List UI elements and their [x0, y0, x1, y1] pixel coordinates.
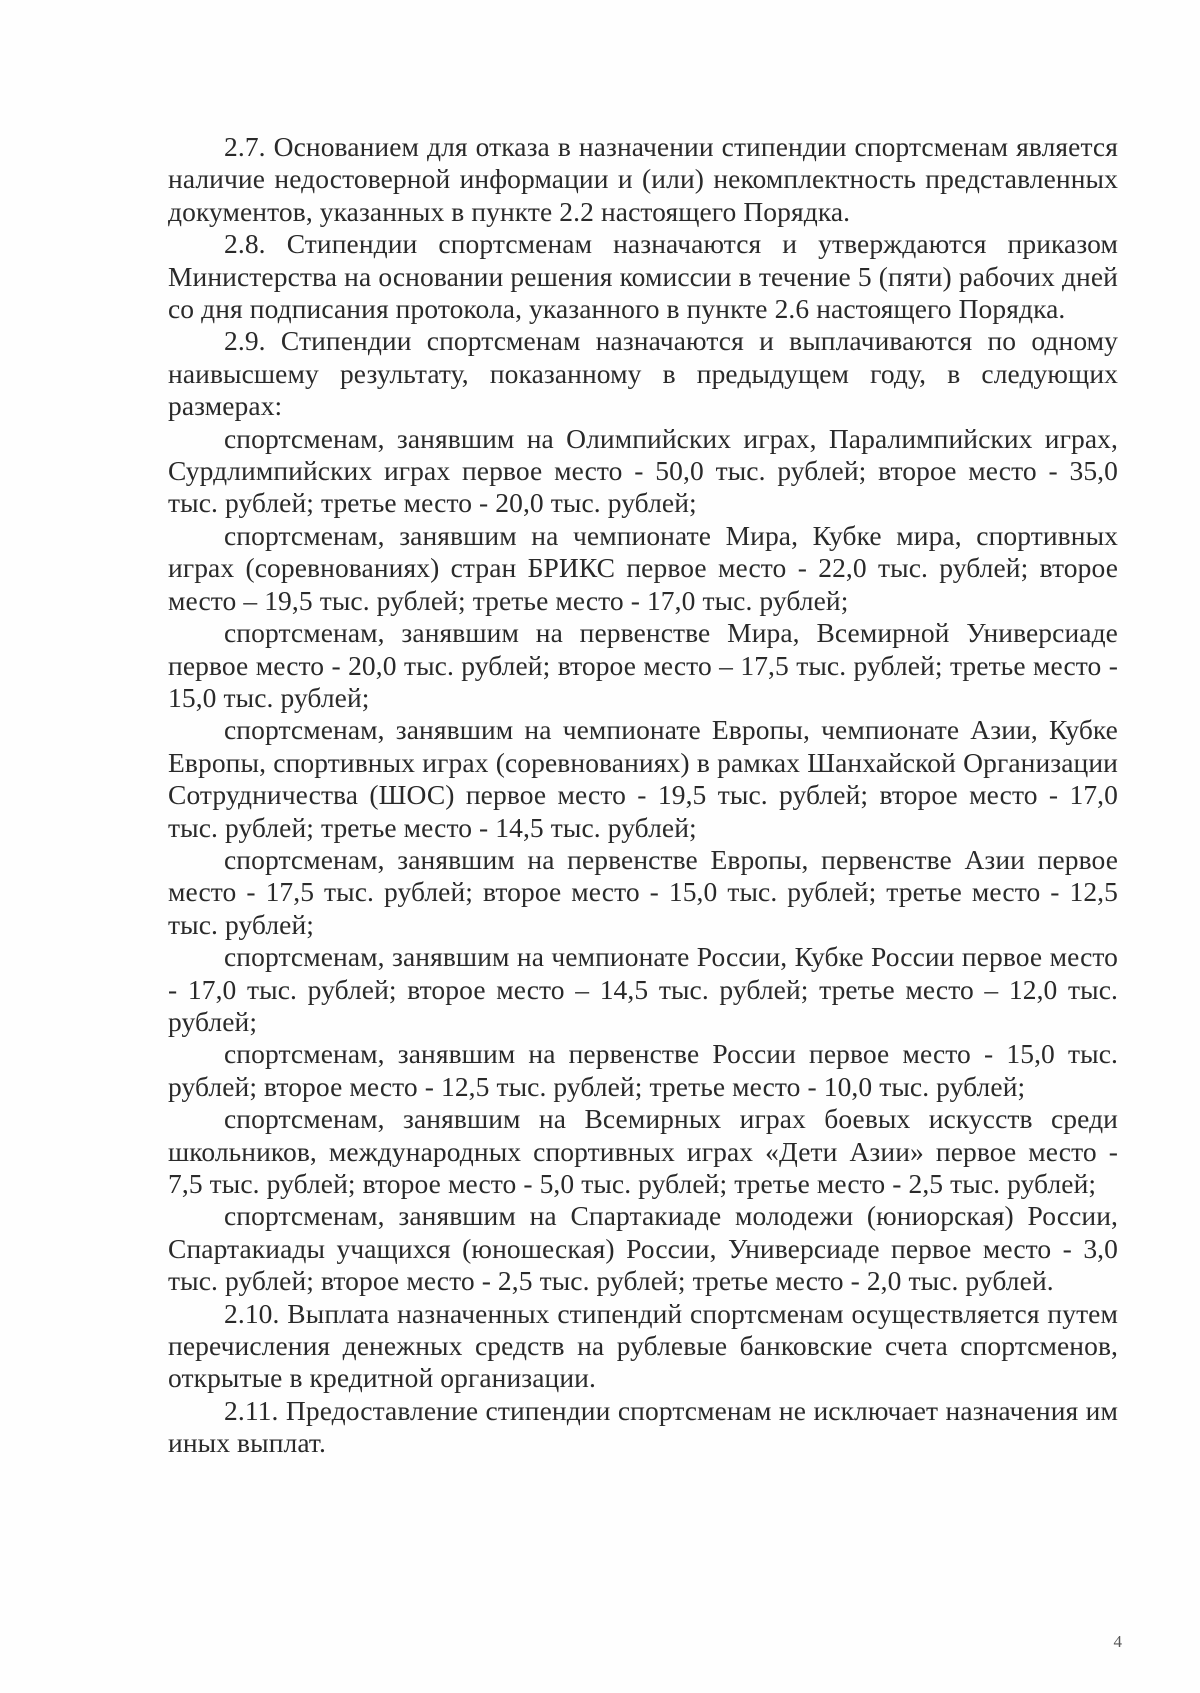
paragraph-europe-championship: спортсменам, занявшим на чемпионате Европы, чемпионате Азии, Кубке Европы, спортивных играх (соревнованиях) в рамках Шанхайской Организации Сотрудничества (ШОС) первое место - 19,5 тыс. рублей; второе место - 17,0 тыс. рублей; третье место - 14,5 тыс. рублей;: [168, 714, 1118, 843]
paragraph-olympic: спортсменам, занявшим на Олимпийских играх, Паралимпийских играх, Сурдлимпийских играх первое место - 50,0 тыс. рублей; второе место - 35,0 тыс. рублей; третье место - 20,0 тыс. рублей;: [168, 422, 1118, 519]
paragraph-spartakiad: спортсменам, занявшим на Спартакиаде молодежи (юниорская) России, Спартакиады учащихся (юношеская) России, Универсиаде первое место - 3,0 тыс. рублей; второе место - 2,5 тыс. рублей; третье место - 2,0 тыс. рублей.: [168, 1200, 1118, 1297]
paragraph-martial-arts: спортсменам, занявшим на Всемирных играх боевых искусств среди школьников, международных спортивных играх «Дети Азии» первое место - 7,5 тыс. рублей; второе место - 5,0 тыс. рублей; третье место - 2,5 тыс. рублей;: [168, 1103, 1118, 1199]
paragraph-russia-junior: спортсменам, занявшим на первенстве России первое место - 15,0 тыс. рублей; второе место - 12,5 тыс. рублей; третье место - 10,0 тыс. рублей;: [168, 1038, 1118, 1102]
paragraph-world-junior: спортсменам, занявшим на первенстве Мира, Всемирной Универсиаде первое место - 20,0 тыс. рублей; второе место – 17,5 тыс. рублей; третье место - 15,0 тыс. рублей;: [168, 617, 1118, 713]
paragraph-russia-championship: спортсменам, занявшим на чемпионате России, Кубке России первое место - 17,0 тыс. рублей; второе место – 14,5 тыс. рублей; третье место – 12,0 тыс. рублей;: [168, 941, 1118, 1037]
paragraph-2-9: 2.9. Стипендии спортсменам назначаются и выплачиваются по одному наивысшему результату, показанному в предыдущем году, в следующих размерах:: [168, 325, 1118, 422]
page-number: 4: [1113, 1632, 1122, 1651]
document-body: [168, 131, 1118, 1460]
paragraph-europe-junior: спортсменам, занявшим на первенстве Европы, первенстве Азии первое место - 17,5 тыс. рублей; второе место - 15,0 тыс. рублей; третье место - 12,5 тыс. рублей;: [168, 843, 1118, 940]
paragraph-2-10: 2.10. Выплата назначенных стипендий спортсменам осуществляется путем перечисления денежных средств на рублевые банковские счета спортсменов, открытые в кредитной организации.: [168, 1297, 1118, 1394]
paragraph-world-championship: спортсменам, занявшим на чемпионате Мира, Кубке мира, спортивных играх (соревнованиях) стран БРИКС первое место - 22,0 тыс. рублей; второе место – 19,5 тыс. рублей; третье место - 17,0 тыс. рублей;: [168, 519, 1118, 616]
paragraph-2-7: 2.7. Основанием для отказа в назначении стипендии спортсменам является наличие недостоверной информации и (или) некомплектность представленных документов, указанных в пункте 2.2 настоящего Порядка.: [168, 131, 1118, 227]
paragraph-2-11: 2.11. Предоставление стипендии спортсменам не исключает назначения им иных выплат.: [168, 1394, 1118, 1459]
paragraph-2-8: 2.8. Стипендии спортсменам назначаются и утверждаются приказом Министерства на основании решения комиссии в течение 5 (пяти) рабочих дней со дня подписания протокола, указанного в пункте 2.6 настоящего Порядка.: [168, 228, 1118, 325]
